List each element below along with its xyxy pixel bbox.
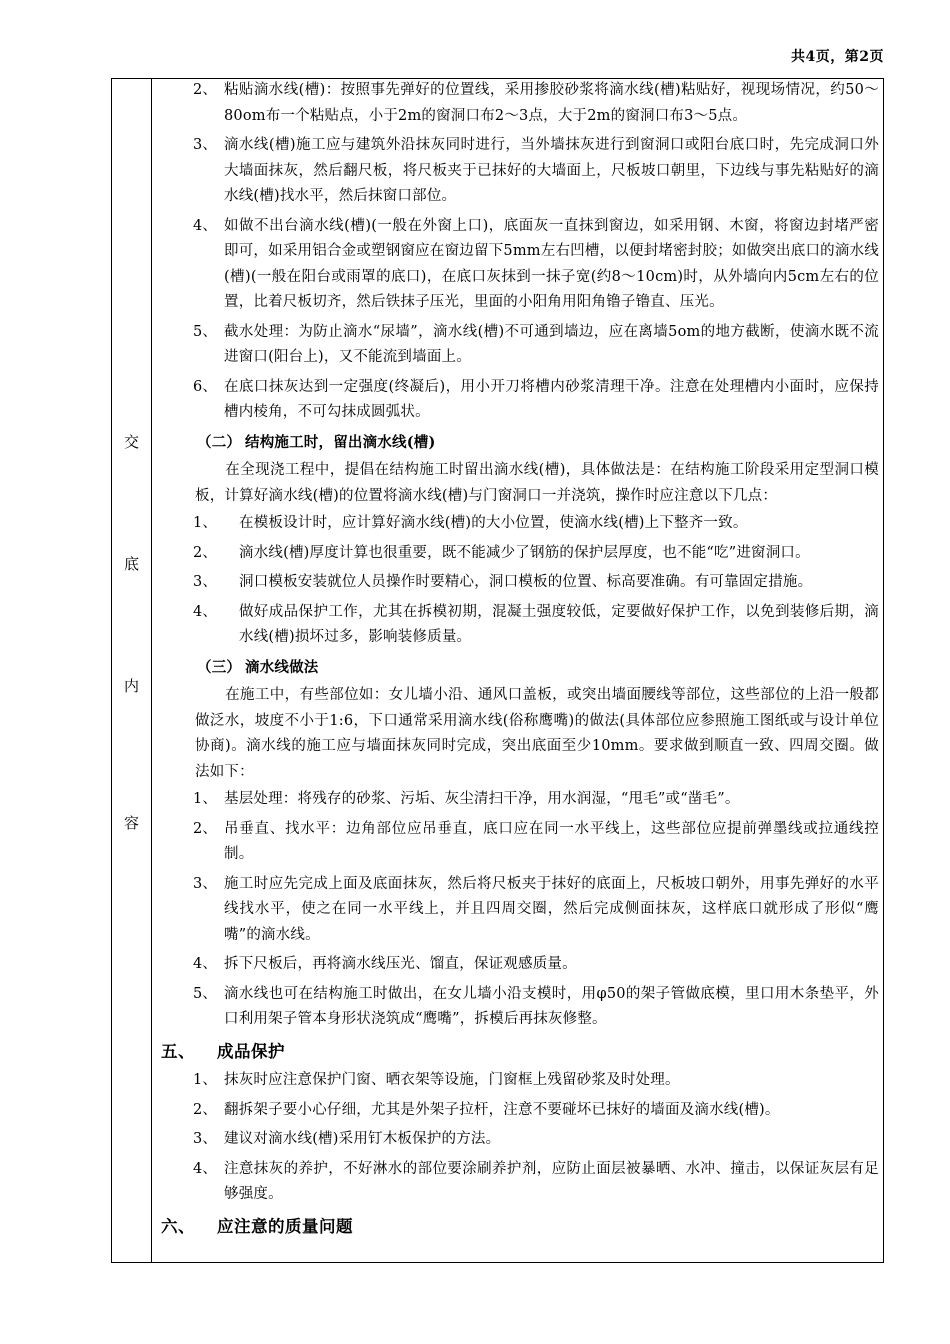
item-text: 建议对滴水线(槽)采用钉木板保护的方法。 — [224, 1131, 501, 1147]
list-item — [153, 78, 879, 129]
item-number: 1、 — [193, 515, 218, 531]
subsection-heading — [153, 430, 879, 456]
item-text: 在底口抹灰达到一定强度(终凝后)，用小开刀将槽内砂浆清理干净。注意在处理槽内小面时，应保持槽内棱角，不可勾抹成圆弧状。 — [224, 378, 879, 420]
item-text: 滴水线(槽)厚度计算也很重要，既不能减少了钢筋的保护层厚度，也不能“吃”进窗洞口。 — [239, 544, 810, 561]
item-text: 在模板设计时，应计算好滴水线(槽)的大小位置，使滴水线(槽)上下整齐一致。 — [239, 515, 748, 531]
list-item — [153, 952, 879, 978]
item-text: 洞口模板安装就位人员操作时要精心，洞口模板的位置、标高要准确。有可靠固定措施。 — [239, 574, 813, 590]
paragraph-text: 在施工中，有些部位如：女儿墙小沿、通风口盖板，或突出墙面腰线等部位，这些部位的上沿一般都做泛水，坡度不小于1:6，下口通常采用滴水线(俗称鹰嘴)的做法(具体部位应参照施工图纸或与设计单位协商)。滴水线的施工应与墙面抹灰同时完成，突出底面至少10mm。要求做到顺直一致、四周交圈。做法如下： — [195, 687, 879, 780]
subsection-title: 结构施工时，留出滴水线(槽) — [245, 433, 436, 451]
item-text: 注意抹灰的养护，不好淋水的部位要涂刷养护剂，应防止面层被暴晒、水冲、撞击，以保证灰层有足够强度。 — [224, 1160, 879, 1202]
list-item — [153, 214, 879, 316]
subsection-label: （二） — [197, 433, 242, 451]
item-text: 滴水线(槽)施工应与建筑外沿抹灰同时进行，当外墙抹灰进行到窗洞口或阳台底口时，先完成洞口外大墙面抹灰，然后翻尺板，将尺板夹于已抹好的大墙面上，尺板坡口朝里，下边线与事先粘贴好的滴水线(槽)找水平，然后抹窗口部位。 — [224, 137, 879, 204]
item-number: 3、 — [193, 875, 218, 892]
section-title: 成品保护 — [217, 1041, 285, 1061]
list-item — [153, 133, 879, 210]
subsection-title: 滴水线做法 — [245, 658, 319, 676]
item-text: 基层处理：将残存的砂浆、污垢、灰尘清扫干净，用水润湿，“甩毛”或“凿毛”。 — [224, 791, 740, 807]
item-number: 5、 — [193, 323, 218, 340]
subsection-label: （三） — [197, 658, 242, 676]
subsection-heading — [153, 655, 879, 681]
item-number: 4、 — [193, 1160, 218, 1177]
item-text: 抹灰时应注意保护门窗、晒衣架等设施，门窗框上残留砂浆及时处理。 — [224, 1072, 680, 1088]
list-item — [153, 1098, 879, 1124]
item-text: 截水处理：为防止滴水“尿墙”，滴水线(槽)不可通到墙边，应在离墙5om的地方截断，使滴水既不流进窗口(阳台上)，又不能流到墙面上。 — [224, 323, 879, 365]
item-text: 如做不出台滴水线(槽)(一般在外窗上口)，底面灰一直抹到窗边，如采用钢、木窗，将窗边封堵严密即可，如采用铝合金或塑钢窗应在窗边留下5mm左右凹槽，以便封堵密封胶；如做突出底口的滴水线(槽)(一般在阳台或雨罩的底口)，在底口灰抹到一抹子宽(约8～10cm)时，从外墙向内5cm左右的位置，比着尺板切齐，然后铁抹子压光，里面的小阳角用阳角镥子镥直、压光。 — [224, 217, 879, 310]
table-column-divider — [151, 79, 152, 1262]
item-text: 拆下尺板后，再将滴水线压光、馏直，保证观感质量。 — [224, 956, 577, 972]
item-number: 4、 — [193, 217, 218, 234]
paragraph — [153, 683, 879, 785]
list-item — [153, 872, 879, 949]
section-label: 六、 — [161, 1216, 195, 1236]
list-item — [153, 817, 879, 868]
item-number: 4、 — [193, 956, 218, 972]
side-label-char: 内 — [123, 677, 139, 695]
side-label-char: 交 — [123, 433, 139, 451]
item-number: 3、 — [193, 1131, 218, 1147]
item-text: 粘贴滴水线(槽)：按照事先弹好的位置线，采用掺胶砂浆将滴水线(槽)粘贴好，视现场情况，约50～80om布一个粘贴点，小于2m的窗洞口布2～3点，大于2m的窗洞口布3～5点。 — [224, 82, 879, 124]
item-number: 1、 — [193, 1072, 218, 1088]
list-item — [153, 1068, 879, 1094]
list-item — [153, 600, 879, 651]
disclosure-content — [153, 78, 879, 1243]
list-item — [153, 541, 879, 567]
item-number: 3、 — [193, 574, 218, 590]
section-label: 五、 — [161, 1041, 195, 1061]
item-number: 5、 — [193, 985, 218, 1002]
list-item — [153, 1127, 879, 1153]
paragraph-text: 在全现浇工程中，提倡在结构施工时留出滴水线(槽)，具体做法是：在结构施工阶段采用定型洞口模板，计算好滴水线(槽)的位置将滴水线(槽)与门窗洞口一并浇筑，操作时应注意以下几点： — [195, 462, 879, 504]
item-number: 2、 — [193, 1101, 218, 1118]
list-item — [153, 570, 879, 596]
paragraph — [153, 458, 879, 509]
item-number: 4、 — [193, 603, 218, 620]
item-number: 1、 — [193, 791, 218, 807]
list-item — [153, 511, 879, 537]
item-number: 2、 — [193, 820, 218, 837]
item-text: 施工时应先完成上面及底面抹灰，然后将尺板夹于抹好的底面上，尺板坡口朝外，用事先弹好的水平线找水平，使之在同一水平线上，并且四周交圈，然后完成侧面抹灰，这样底口就形成了形似“鹰嘴”的滴水线。 — [224, 875, 879, 943]
section-heading — [153, 1214, 879, 1240]
item-text: 吊垂直、找水平：边角部位应吊垂直，底口应在同一水平线上，这些部位应提前弹墨线或拉通线控制。 — [224, 820, 879, 862]
side-label-char: 底 — [123, 555, 139, 573]
side-label-char: 容 — [123, 814, 139, 832]
item-number: 6、 — [193, 378, 218, 395]
item-number: 2、 — [193, 544, 218, 561]
item-number: 3、 — [193, 137, 218, 153]
item-text: 滴水线也可在结构施工时做出，在女儿墙小沿支模时，用φ50的架子管做底模，里口用木条垫平，外口利用架子管本身形状浇筑成“鹰嘴”，拆模后再抹灰修整。 — [224, 985, 879, 1027]
page-number-info: 共4页，第2页 — [791, 49, 884, 65]
item-text: 翻拆架子要小心仔细，尤其是外架子拉杆，注意不要碰坏已抹好的墙面及滴水线(槽)。 — [224, 1101, 780, 1118]
list-item — [153, 375, 879, 426]
item-number: 2、 — [193, 82, 218, 98]
list-item — [153, 320, 879, 371]
section-heading — [153, 1039, 879, 1065]
section-title: 应注意的质量问题 — [217, 1216, 353, 1236]
list-item — [153, 982, 879, 1033]
list-item — [153, 1157, 879, 1208]
item-text: 做好成品保护工作，尤其在拆模初期，混凝土强度较低，定要做好保护工作，以免到装修后期，滴水线(槽)损坏过多，影响装修质量。 — [239, 603, 879, 645]
list-item — [153, 787, 879, 813]
